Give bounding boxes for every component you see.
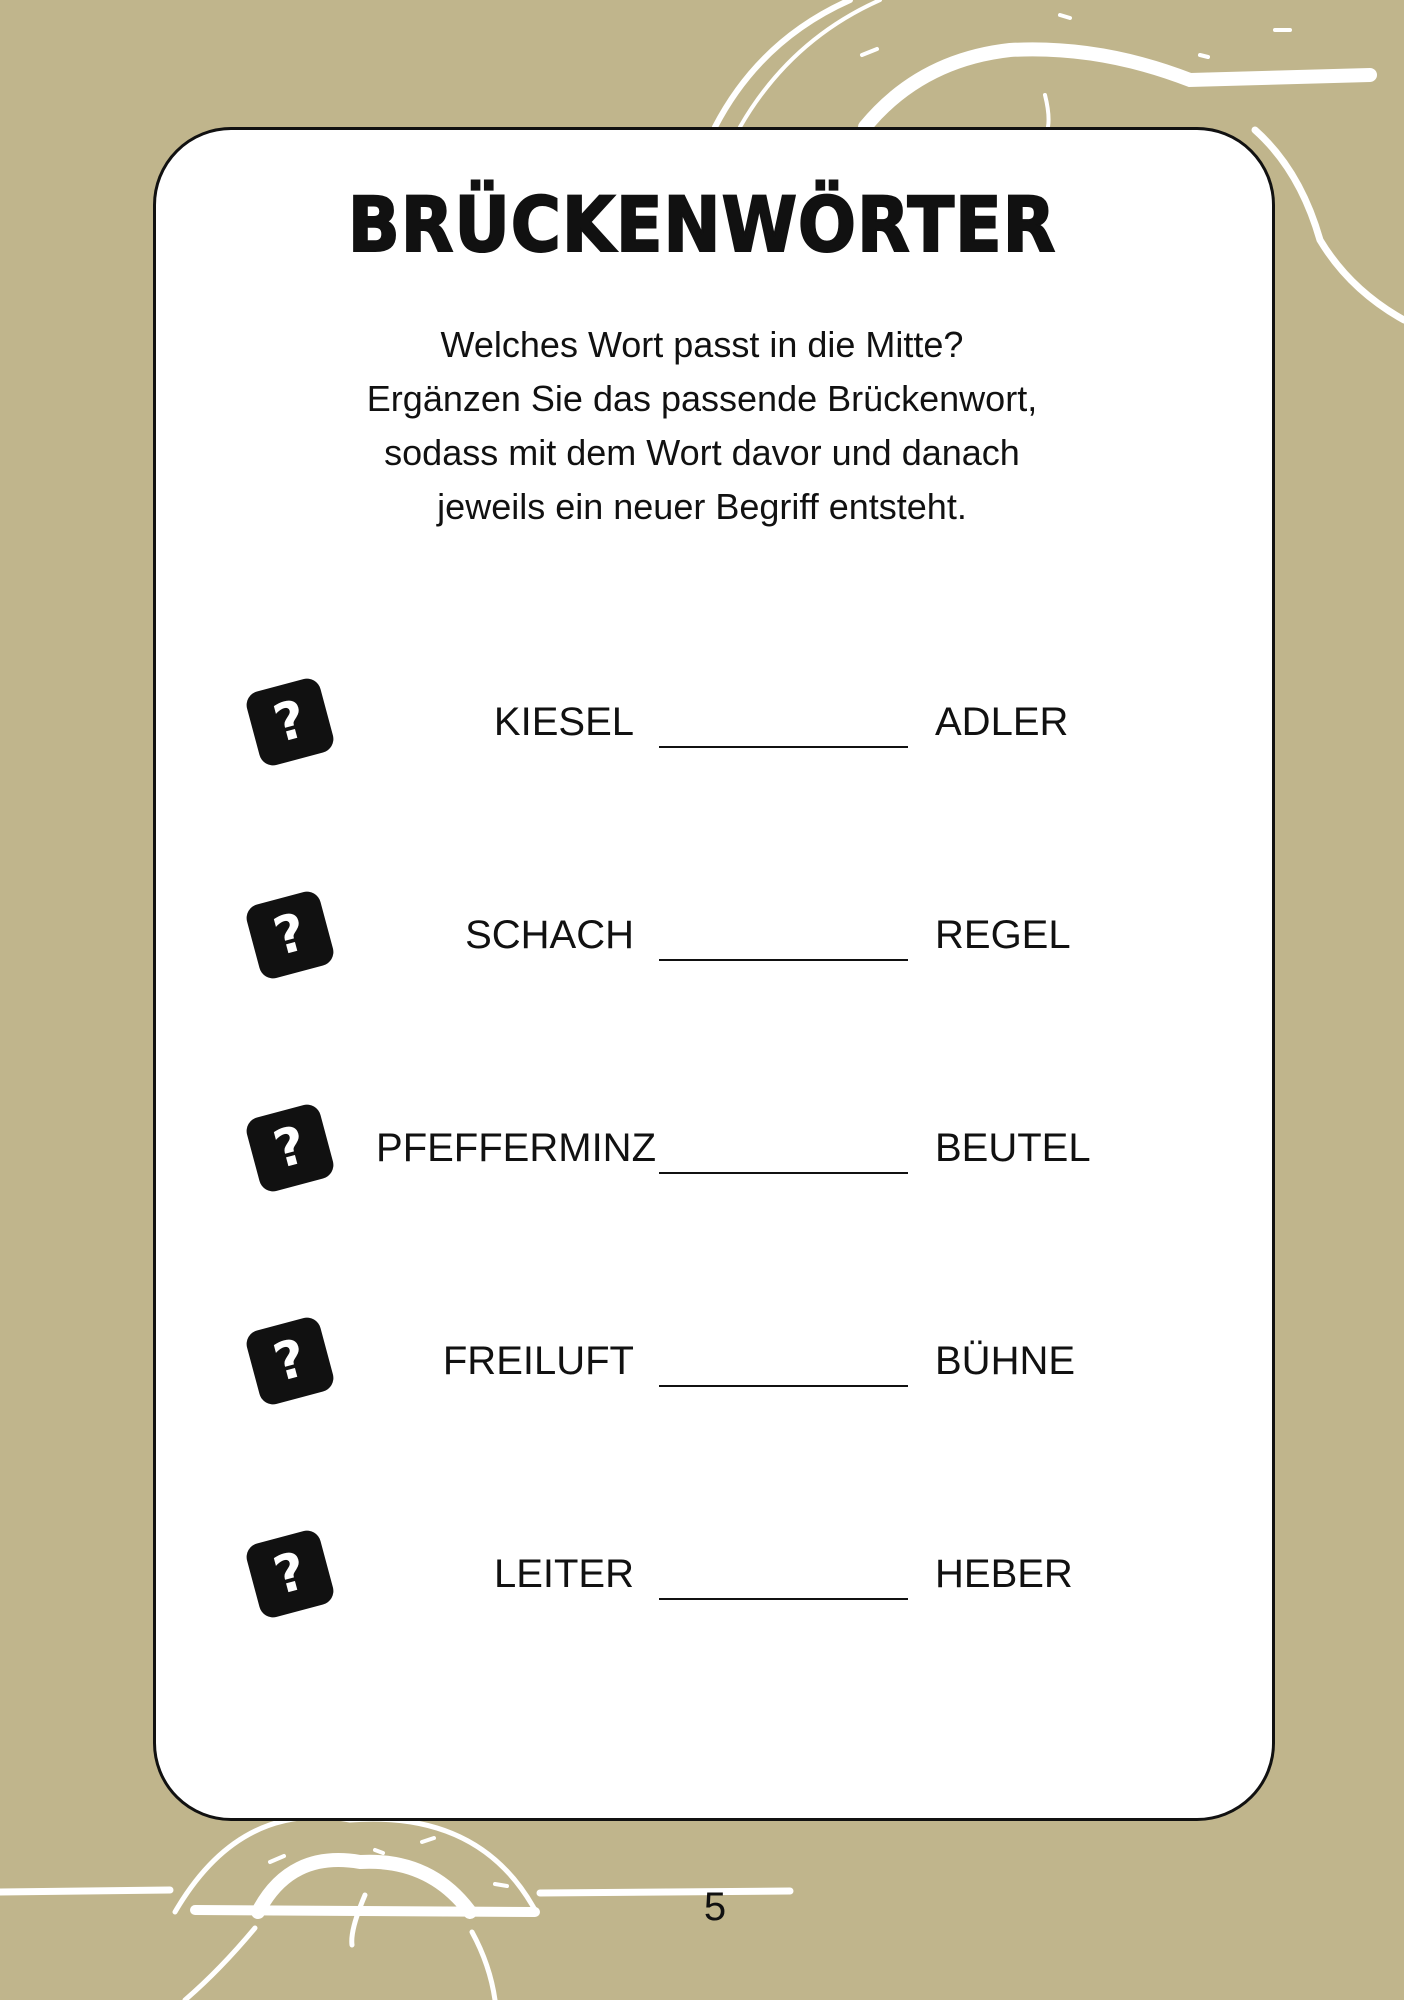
answer-blank[interactable]	[659, 746, 908, 748]
left-word: SCHACH	[465, 913, 634, 957]
puzzle-row	[0, 1319, 1404, 1409]
question-mark-icon: ?	[243, 888, 336, 981]
left-word: LEITER	[493, 1552, 634, 1596]
instructions-line: jeweils ein neuer Begriff entsteht.	[437, 486, 967, 527]
left-word: PFEFFERMINZ	[376, 1126, 656, 1170]
instructions	[0, 318, 1404, 534]
right-word: REGEL	[935, 913, 1071, 957]
answer-blank[interactable]	[659, 1598, 908, 1600]
question-mark-icon: ?	[243, 1101, 336, 1194]
question-mark-icon: ?	[243, 1314, 336, 1407]
puzzle-row	[0, 680, 1404, 770]
right-word: HEBER	[935, 1552, 1073, 1596]
answer-blank[interactable]	[659, 1172, 908, 1174]
page-title: BRÜCKENWÖRTER	[347, 180, 1057, 269]
right-word: BEUTEL	[935, 1126, 1091, 1170]
left-word: KIESEL	[493, 700, 634, 744]
instructions-line: Welches Wort passt in die Mitte?	[440, 324, 964, 365]
answer-blank[interactable]	[659, 1385, 908, 1387]
answer-blank[interactable]	[659, 959, 908, 961]
puzzle-row	[0, 893, 1404, 983]
page-number: 5	[703, 1885, 727, 1929]
left-word: FREILUFT	[442, 1339, 634, 1383]
instructions-line: sodass mit dem Wort davor und danach	[384, 432, 1020, 473]
right-word: BÜHNE	[935, 1339, 1076, 1383]
instructions-line: Ergänzen Sie das passende Brückenwort,	[366, 378, 1038, 419]
puzzle-row	[0, 1106, 1404, 1196]
right-word: ADLER	[935, 700, 1069, 744]
puzzle-row	[0, 1532, 1404, 1622]
question-mark-icon: ?	[243, 1527, 336, 1620]
question-mark-icon: ?	[243, 675, 336, 768]
